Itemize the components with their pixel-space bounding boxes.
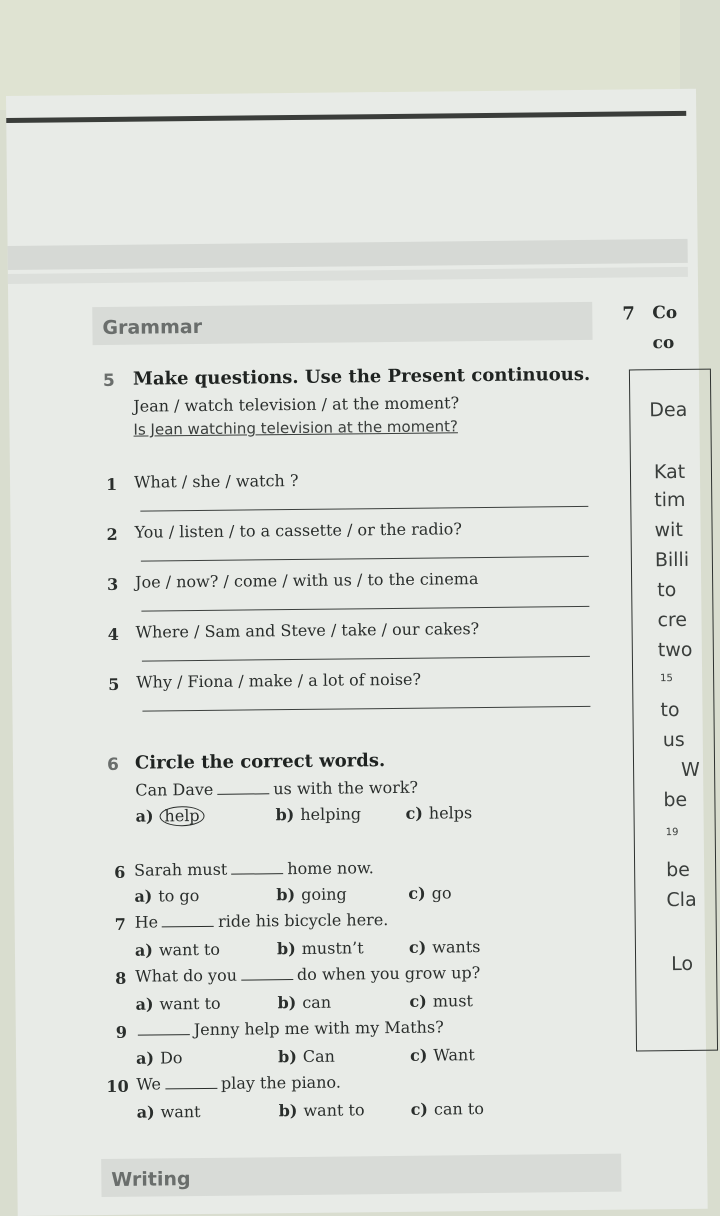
letter-text: Dea	[649, 398, 688, 422]
question-stem: We play the piano.	[136, 1072, 342, 1094]
question-prompt: Why / Fiona / make / a lot of noise?	[136, 669, 422, 692]
option-c: c) can to	[410, 1099, 484, 1119]
header-band-thin	[8, 267, 688, 284]
letter-text: Kat	[653, 460, 686, 484]
option-b: b) can	[277, 992, 332, 1013]
question-prompt: Where / Sam and Steve / take / our cakes?	[135, 619, 480, 642]
option-a: a) Do	[135, 1048, 183, 1068]
letter-text: two	[657, 638, 693, 662]
question-stem: What do you do when you grow up?	[135, 963, 481, 986]
question-prompt: What / she / watch ?	[133, 470, 299, 492]
letter-text: be	[666, 858, 691, 882]
letter-text: Cla	[666, 888, 697, 912]
option-a: a) help	[135, 806, 204, 827]
option-c: c) Want	[409, 1045, 475, 1065]
header-band	[8, 239, 688, 270]
option-a: a) want	[136, 1102, 201, 1122]
gap-blank	[217, 781, 269, 795]
question-number: 10	[106, 1076, 129, 1097]
question-number: 9	[115, 1022, 128, 1042]
letter-text: cre	[657, 608, 688, 632]
question-prompt: Joe / now? / come / with us / to the cinema	[134, 569, 479, 592]
grammar-heading: Grammar	[102, 315, 203, 340]
option-a: a) want to	[134, 939, 221, 960]
letter-text: us	[662, 728, 685, 752]
letter-text: be	[663, 788, 688, 812]
option-b: b) Can	[277, 1046, 336, 1067]
option-c: c) go	[408, 883, 452, 903]
option-b: b) want to	[278, 1100, 365, 1121]
question-number: 3	[107, 574, 119, 594]
gap-number: 15	[660, 673, 673, 685]
question-number: 6	[114, 862, 126, 882]
option-b: b) mustn’t	[276, 938, 364, 959]
question-number: 7	[114, 914, 126, 934]
letter-text: tim	[654, 488, 686, 512]
letter-text: to	[660, 698, 680, 722]
stem-start: Can Dave	[135, 779, 214, 800]
option-c: c) wants	[408, 937, 481, 957]
stem-end: us with the work?	[273, 777, 419, 799]
exercise-5-number: 5	[102, 370, 115, 391]
question-number: 4	[107, 624, 119, 644]
letter-text: Billi	[654, 548, 690, 572]
letter-text: Lo	[671, 952, 694, 976]
exercise-7-title-line2: co	[652, 333, 675, 354]
option-c: c) helps	[405, 803, 473, 823]
writing-heading: Writing	[111, 1168, 191, 1191]
exercise-7-number: 7	[622, 303, 635, 325]
workbook-page	[6, 89, 708, 1216]
option-b: b) going	[276, 884, 347, 905]
letter-text: to	[657, 579, 677, 602]
question-number: 1	[105, 474, 118, 494]
question-stem: Sarah must home now.	[134, 858, 374, 880]
question-prompt: You / listen / to a cassette / or the radio?	[134, 519, 463, 542]
letter-text: W	[680, 758, 701, 781]
question-stem: Jenny help me with my Maths?	[134, 1017, 444, 1039]
option-a: a) want to	[135, 993, 221, 1014]
question-number: 2	[106, 524, 118, 544]
question-number: 8	[115, 968, 127, 988]
option-b: b) helping	[275, 804, 362, 825]
circled-answer: help	[159, 806, 204, 826]
gap-number: 19	[665, 826, 679, 839]
answer-line	[141, 556, 589, 562]
exercise-5-title: Make questions. Use the Present continuous.	[132, 363, 591, 390]
exercise-6-title: Circle the correct words.	[134, 750, 386, 774]
question-stem: He ride his bicycle here.	[134, 910, 389, 932]
option-c: c) must	[409, 991, 474, 1011]
exercise-6-number: 6	[106, 754, 119, 775]
exercise-5-example-answer: Is Jean watching television at the moment?	[133, 417, 458, 439]
letter-text: wit	[654, 518, 683, 542]
exercise-6-example-stem	[135, 778, 418, 800]
answer-line	[141, 606, 589, 612]
option-a: a) to go	[134, 886, 200, 906]
exercise-7-title-line1: Co	[652, 302, 678, 324]
answer-line	[142, 706, 590, 712]
answer-line	[140, 506, 588, 512]
exercise-5-example-prompt: Jean / watch television / at the moment?	[133, 393, 460, 416]
answer-line	[142, 656, 590, 662]
question-number: 5	[108, 674, 120, 694]
top-rule	[6, 111, 686, 123]
